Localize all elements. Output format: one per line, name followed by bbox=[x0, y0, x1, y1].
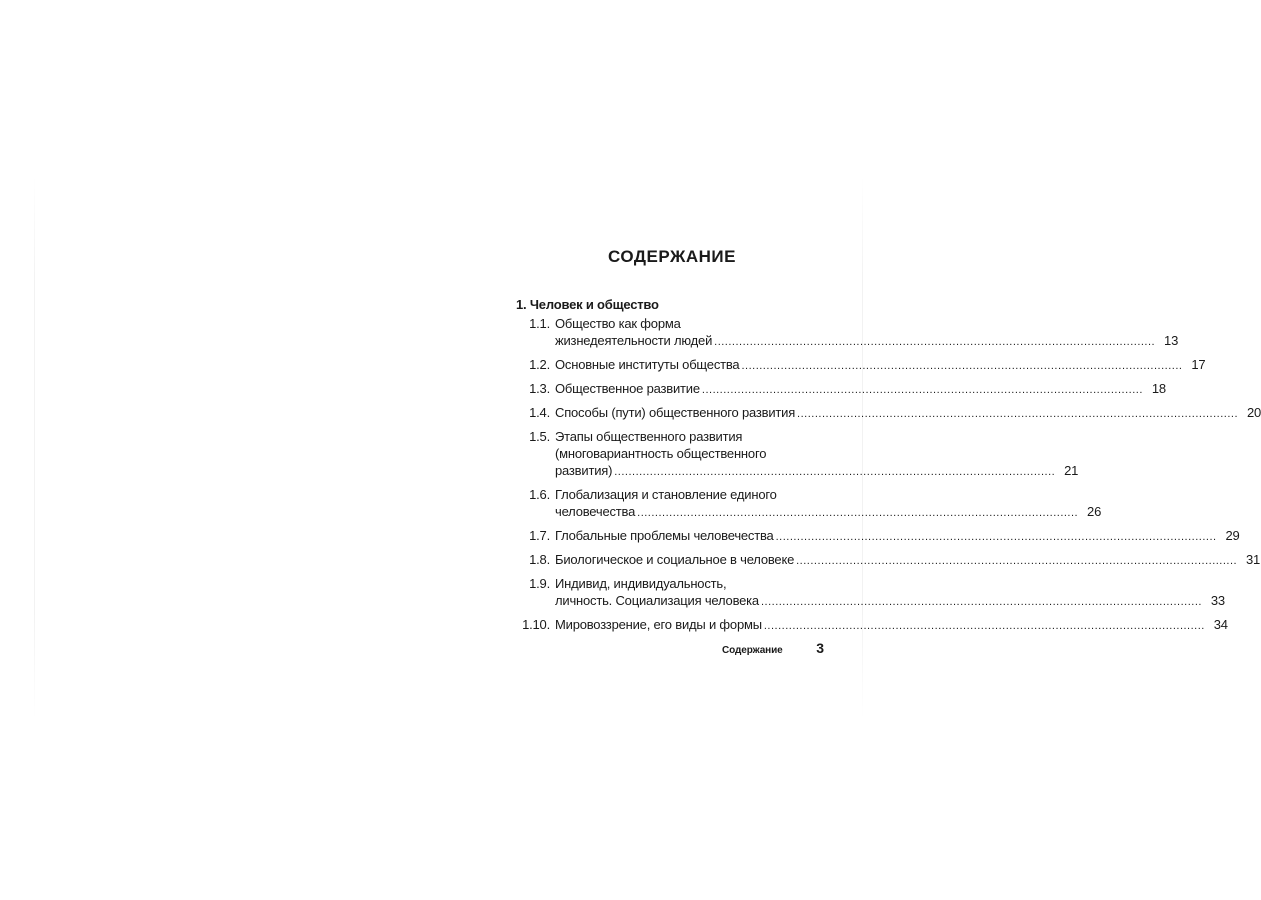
toc-entry-title: Глобализация и становление единого bbox=[555, 487, 777, 502]
toc-entry-title: жизнедеятельности людей bbox=[555, 333, 713, 348]
toc-entry-number: 1.4. bbox=[529, 405, 550, 420]
toc-entry-line bbox=[555, 527, 1240, 546]
toc-entry bbox=[516, 551, 1261, 570]
toc-entry-page: 29 bbox=[1225, 528, 1240, 543]
toc-entry-title: человечества bbox=[555, 504, 636, 519]
toc-entry-line bbox=[555, 551, 1260, 570]
toc-entry-title: Общество как форма bbox=[555, 316, 681, 331]
toc-entry-body bbox=[550, 356, 1205, 375]
toc-entry-title: развития) bbox=[555, 463, 613, 478]
toc-entry bbox=[516, 486, 1102, 522]
toc-entry-line bbox=[555, 332, 1178, 351]
toc-entry-line bbox=[555, 315, 1178, 332]
page-title: СОДЕРЖАНИЕ bbox=[608, 247, 736, 266]
dot-leader bbox=[761, 592, 1202, 611]
dot-leader bbox=[714, 332, 1155, 351]
toc-entry-body bbox=[550, 616, 1228, 635]
toc-entry-title: Глобальные проблемы человечества bbox=[555, 528, 774, 543]
toc-entry-body bbox=[550, 486, 1101, 522]
toc-entry-line bbox=[555, 486, 1101, 503]
toc-entry-number: 1.7. bbox=[529, 528, 550, 543]
toc-entry-title: Основные институты общества bbox=[555, 357, 740, 372]
toc-entry bbox=[516, 380, 1166, 399]
toc-entry bbox=[516, 315, 1179, 351]
toc-entry-page: 33 bbox=[1210, 593, 1225, 608]
toc-entry-body bbox=[550, 380, 1166, 399]
toc-entry-line bbox=[555, 575, 1225, 592]
toc-entry-page: 20 bbox=[1246, 405, 1261, 420]
toc-entry-title: Этапы общественного развития bbox=[555, 429, 743, 444]
toc-entry-body bbox=[550, 551, 1260, 570]
toc-entry-line bbox=[555, 592, 1225, 611]
toc-entry-body bbox=[550, 575, 1225, 611]
toc-entry-number: 1.2. bbox=[529, 357, 550, 372]
toc-entry-number: 1.5. bbox=[529, 429, 550, 444]
toc-entry-title: Мировоззрение, его виды и формы bbox=[555, 617, 762, 632]
toc-entry-line bbox=[555, 380, 1166, 399]
toc-entry-number: 1.10. bbox=[522, 617, 550, 632]
toc-entry-page: 26 bbox=[1087, 504, 1102, 519]
toc-entry-page: 18 bbox=[1151, 381, 1166, 396]
table-of-contents bbox=[516, 245, 1261, 635]
page-footer bbox=[722, 640, 824, 656]
toc-entry bbox=[516, 616, 1228, 635]
toc-entry-body bbox=[550, 527, 1240, 546]
toc-entry-line bbox=[555, 462, 1078, 481]
toc-entry-title: (многовариантность общественного bbox=[555, 446, 767, 461]
toc-entry-title: Способы (пути) общественного развития bbox=[555, 405, 796, 420]
toc-entry bbox=[516, 404, 1261, 423]
toc-entry-title: Индивид, индивидуальность, bbox=[555, 576, 727, 591]
toc-entry-page: 31 bbox=[1246, 552, 1261, 567]
toc-entry-body bbox=[550, 428, 1078, 481]
dot-leader bbox=[776, 527, 1217, 546]
toc-entry-title: Биологическое и социальное в человеке bbox=[555, 552, 795, 567]
toc-entry-list bbox=[516, 315, 1261, 635]
dot-leader bbox=[797, 404, 1238, 423]
dot-leader bbox=[796, 551, 1237, 570]
toc-entry-number: 1.6. bbox=[529, 487, 550, 502]
toc-entry-line bbox=[555, 428, 1078, 445]
toc-entry-title: личность. Социализация человека bbox=[555, 593, 759, 608]
toc-entry-body bbox=[550, 404, 1261, 423]
dot-leader bbox=[741, 356, 1182, 375]
toc-entry-line bbox=[555, 404, 1261, 423]
running-footer-label: Содержание bbox=[722, 645, 783, 656]
toc-entry-line bbox=[555, 356, 1205, 375]
dot-leader bbox=[614, 462, 1055, 481]
dot-leader bbox=[764, 616, 1205, 635]
section-heading: 1. Человек и общество bbox=[516, 297, 659, 312]
toc-entry-number: 1.8. bbox=[529, 552, 550, 567]
toc-entry-body bbox=[550, 315, 1178, 351]
toc-entry-number: 1.1. bbox=[529, 316, 550, 331]
toc-entry-page: 21 bbox=[1064, 463, 1079, 478]
left-page-edge bbox=[34, 175, 35, 720]
toc-entry-line bbox=[555, 616, 1228, 635]
toc-entry-line bbox=[555, 445, 1078, 462]
dot-leader bbox=[702, 380, 1143, 399]
toc-entry bbox=[516, 428, 1079, 481]
page-number: 3 bbox=[816, 640, 824, 656]
toc-entry bbox=[516, 356, 1206, 375]
toc-entry-line bbox=[555, 503, 1101, 522]
toc-entry-number: 1.9. bbox=[529, 576, 550, 591]
toc-entry bbox=[516, 527, 1240, 546]
toc-entry-page: 34 bbox=[1213, 617, 1228, 632]
toc-entry-title: Общественное развитие bbox=[555, 381, 700, 396]
toc-entry-number: 1.3. bbox=[529, 381, 550, 396]
dot-leader bbox=[637, 503, 1078, 522]
toc-entry bbox=[516, 575, 1225, 611]
toc-entry-page: 13 bbox=[1164, 333, 1179, 348]
toc-entry-page: 17 bbox=[1191, 357, 1206, 372]
